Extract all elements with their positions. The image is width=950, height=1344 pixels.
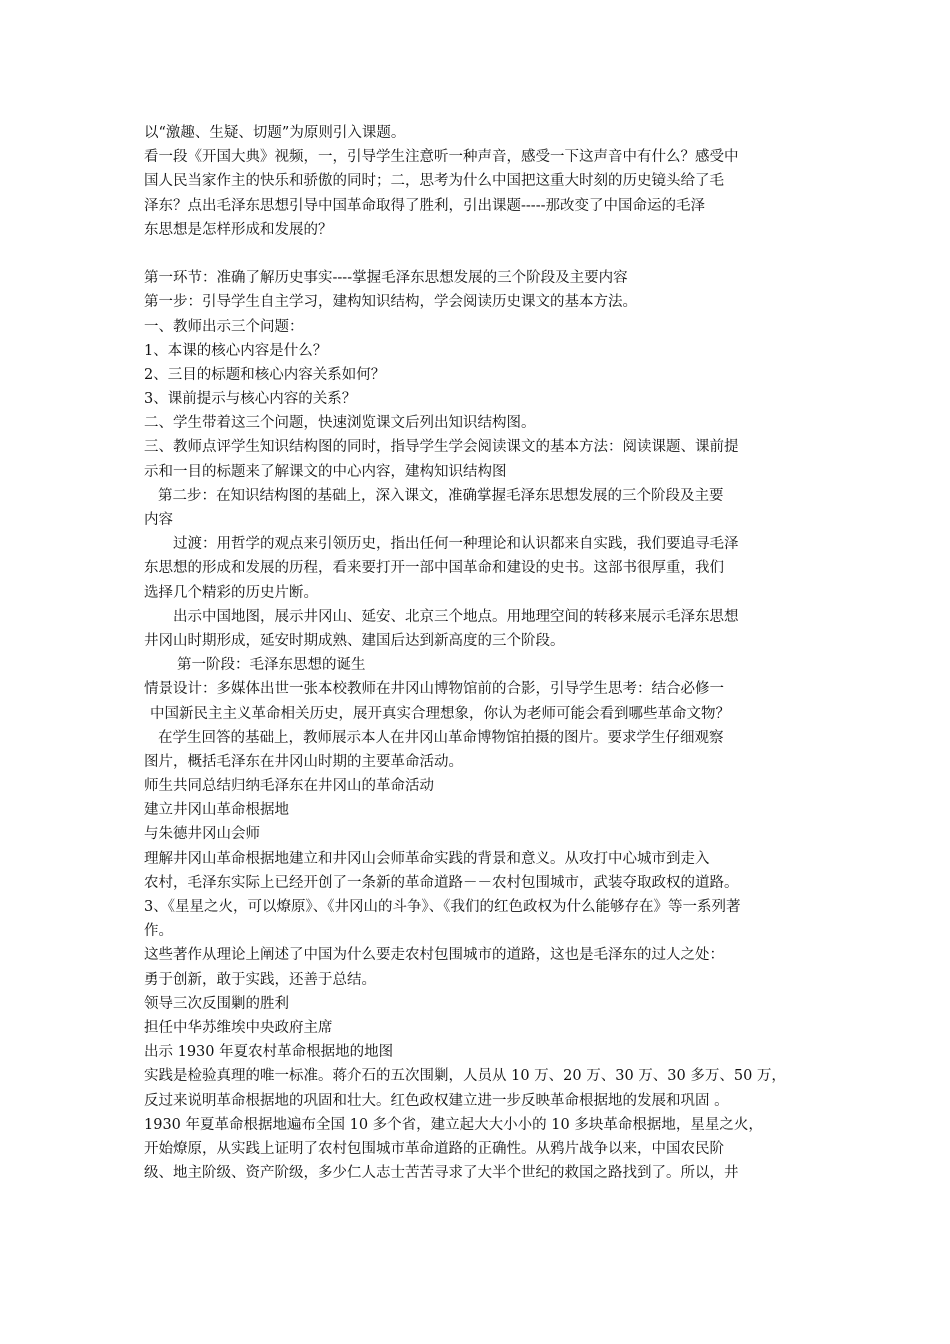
- section-heading: 第一环节：准确了解历史事实----掌握毛泽东思想发展的三个阶段及主要内容: [144, 270, 628, 287]
- paragraph-line: 开始燎原，从实践上证明了农村包围城市革命道路的正确性。从鸦片战争以来，中国农民阶: [144, 1140, 724, 1157]
- paragraph-line: 三、教师点评学生知识结构图的同时，指导学生学会阅读课文的基本方法：阅读课题、课前提: [144, 439, 739, 456]
- blank-line: [144, 242, 814, 266]
- question-item: 1、本课的核心内容是什么？: [144, 342, 328, 359]
- paragraph-line: 井冈山时期形成，延安时期成熟、建国后达到新高度的三个阶段。: [144, 632, 565, 649]
- paragraph-line: 以“激趣、生疑、切题”为原则引入课题。: [144, 125, 406, 141]
- paragraph-line: 在学生回答的基础上，教师展示本人在井冈山革命博物馆拍摄的图片。要求学生仔细观察: [158, 729, 724, 746]
- document-body: [144, 121, 814, 1185]
- stage-heading: 第一阶段：毛泽东思想的诞生: [177, 657, 366, 674]
- paragraph-line: 二、学生带着这三个问题，快速浏览课文后列出知识结构图。: [144, 415, 536, 432]
- list-item: 建立井冈山革命根据地: [144, 802, 289, 819]
- paragraph-line: 出示中国地图，展示井冈山、延安、北京三个地点。用地理空间的转移来展示毛泽东思想: [173, 608, 739, 625]
- paragraph-line: 理解井冈山革命根据地建立和井冈山会师革命实践的背景和意义。从攻打中心城市到走入: [144, 850, 710, 867]
- paragraph-line: 勇于创新，敢于实践，还善于总结。: [144, 971, 376, 988]
- list-item: 与朱德井冈山会师: [144, 826, 260, 843]
- list-item: 担任中华苏维埃中央政府主席: [144, 1019, 333, 1036]
- paragraph-line: 情景设计：多媒体出世一张本校教师在井冈山博物馆前的合影，引导学生思考：结合必修一: [144, 681, 724, 698]
- paragraph-line: 东思想的形成和发展的历程，看来要打开一部中国革命和建设的史书。这部书很厚重，我们: [144, 560, 724, 577]
- paragraph-line: 作。: [144, 923, 173, 940]
- paragraph-line: 内容: [144, 512, 173, 528]
- paragraph-line: 1930 年夏革命根据地遍布全国 10 多个省，建立起大大小小的 10 多块革命根据地，星星之火，: [144, 1116, 763, 1133]
- list-item: 3、《星星之火，可以燎原》、《井冈山的斗争》、《我们的红色政权为什么能够存在》等一系列著: [144, 899, 741, 915]
- paragraph-line: 图片，概括毛泽东在井冈山时期的主要革命活动。: [144, 753, 463, 770]
- list-item: 领导三次反围剿的胜利: [144, 995, 289, 1012]
- paragraph-line: 看一段《开国大典》视频，一，引导学生注意听一种声音，感受一下这声音中有什么？感受中: [144, 149, 739, 166]
- paragraph-line: 级、地主阶级、资产阶级，多少仁人志士苦苦寻求了大半个世纪的救国之路找到了。所以，井: [144, 1165, 739, 1182]
- paragraph-line: 东思想是怎样形成和发展的？: [144, 221, 333, 238]
- step-heading: 第一步：引导学生自主学习，建构知识结构，学会阅读历史课文的基本方法。: [144, 294, 637, 311]
- paragraph-line: 选择几个精彩的历史片断。: [144, 584, 318, 601]
- paragraph-line: 反过来说明革命根据地的巩固和壮大。红色政权建立进一步反映革命根据地的发展和巩固 。: [144, 1092, 729, 1109]
- paragraph-line: 一、教师出示三个问题：: [144, 318, 304, 335]
- paragraph-line: 师生共同总结归纳毛泽东在井冈山的革命活动: [144, 778, 434, 795]
- paragraph-line: 泽东？点出毛泽东思想引导中国革命取得了胜利，引出课题-----那改变了中国命运的毛泽: [144, 197, 705, 214]
- paragraph-line: 示和一目的标题来了解课文的中心内容，建构知识结构图: [144, 463, 507, 480]
- paragraph-line: 中国新民主主义革命相关历史，展开真实合理想象，你认为老师可能会看到哪些革命文物？: [150, 705, 730, 722]
- question-item: 3、课前提示与核心内容的关系？: [144, 391, 357, 408]
- paragraph-line: 这些著作从理论上阐述了中国为什么要走农村包围城市的道路，这也是毛泽东的过人之处：: [144, 947, 724, 964]
- paragraph-line: 过渡：用哲学的观点来引领历史，指出任何一种理论和认识都来自实践，我们要追寻毛泽: [173, 536, 739, 553]
- paragraph-line: 出示 1930 年夏农村革命根据地的地图: [144, 1044, 394, 1061]
- paragraph-line: 实践是检验真理的唯一标准。蒋介石的五次围剿，人员从 10 万、20 万、30 万、30 多万、50 万，: [144, 1068, 786, 1085]
- paragraph-line: 农村，毛泽东实际上已经开创了一条新的革命道路－－农村包围城市，武装夺取政权的道路。: [144, 874, 739, 891]
- paragraph-line: 国人民当家作主的快乐和骄傲的同时；二，思考为什么中国把这重大时刻的历史镜头给了毛: [144, 173, 724, 190]
- step-heading: 第二步：在知识结构图的基础上，深入课文，准确掌握毛泽东思想发展的三个阶段及主要: [158, 487, 724, 504]
- question-item: 2、三目的标题和核心内容关系如何？: [144, 366, 386, 383]
